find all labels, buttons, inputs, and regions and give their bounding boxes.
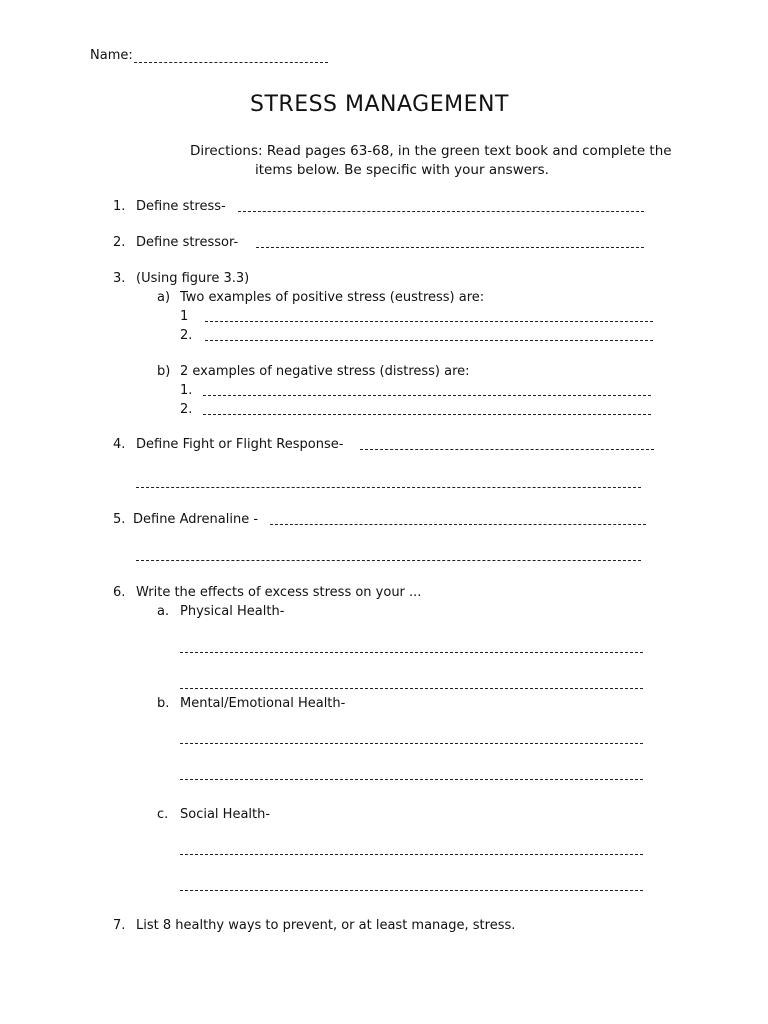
question-4-answer-line-2[interactable] <box>136 487 641 488</box>
question-2-answer-line[interactable] <box>256 247 644 248</box>
question-6c-text: Social Health- <box>180 807 271 822</box>
question-2-number: 2. <box>113 235 126 250</box>
question-1-answer-line[interactable] <box>238 211 644 212</box>
question-4-number: 4. <box>113 437 126 452</box>
question-1-text: Define stress- <box>136 199 226 214</box>
question-3a-text: Two examples of positive stress (eustress) are: <box>180 290 485 305</box>
question-3a-sub-1-number: 1 <box>180 309 189 324</box>
question-5-text: Define Adrenaline - <box>133 512 259 527</box>
question-3b-text: 2 examples of negative stress (distress) are: <box>180 364 470 379</box>
question-6c-answer-line-1[interactable] <box>180 854 643 855</box>
question-3b-label: b) <box>157 364 171 379</box>
name-label: Name: <box>90 48 133 63</box>
question-6-text: Write the effects of excess stress on your ... <box>136 585 422 600</box>
question-6c-answer-line-2[interactable] <box>180 890 643 891</box>
directions-line-2: items below. Be specific with your answers. <box>255 162 549 178</box>
question-6b-answer-line-2[interactable] <box>180 779 643 780</box>
question-7-number: 7. <box>113 918 126 933</box>
worksheet-title: STRESS MANAGEMENT <box>250 92 509 117</box>
question-5-answer-line-2[interactable] <box>136 560 641 561</box>
question-2-text: Define stressor- <box>136 235 239 250</box>
question-6a-label: a. <box>157 604 170 619</box>
question-3b-sub-1-line[interactable] <box>203 395 651 396</box>
question-7-text: List 8 healthy ways to prevent, or at least manage, stress. <box>136 918 516 933</box>
question-3-number: 3. <box>113 271 126 286</box>
question-3-text: (Using figure 3.3) <box>136 271 250 286</box>
question-1-number: 1. <box>113 199 126 214</box>
question-3b-sub-1-number: 1. <box>180 383 193 398</box>
question-3a-label: a) <box>157 290 171 305</box>
question-6b-answer-line-1[interactable] <box>180 743 643 744</box>
question-6a-answer-line-1[interactable] <box>180 652 643 653</box>
question-3a-sub-1-line[interactable] <box>205 321 653 322</box>
question-6a-answer-line-2[interactable] <box>180 688 643 689</box>
directions-line-1: Directions: Read pages 63-68, in the green text book and complete the <box>190 143 672 159</box>
question-3a-sub-2-line[interactable] <box>205 340 653 341</box>
question-6b-text: Mental/Emotional Health- <box>180 696 346 711</box>
question-3b-sub-2-number: 2. <box>180 402 193 417</box>
question-6a-text: Physical Health- <box>180 604 285 619</box>
question-4-text: Define Fight or Flight Response- <box>136 437 344 452</box>
question-4-answer-line-1[interactable] <box>360 449 654 450</box>
question-6b-label: b. <box>157 696 170 711</box>
question-6c-label: c. <box>157 807 169 822</box>
question-5-answer-line-1[interactable] <box>270 524 646 525</box>
question-5-number: 5. <box>113 512 126 527</box>
question-6-number: 6. <box>113 585 126 600</box>
question-3b-sub-2-line[interactable] <box>203 414 651 415</box>
name-answer-line[interactable] <box>134 62 328 63</box>
question-3a-sub-2-number: 2. <box>180 328 193 343</box>
